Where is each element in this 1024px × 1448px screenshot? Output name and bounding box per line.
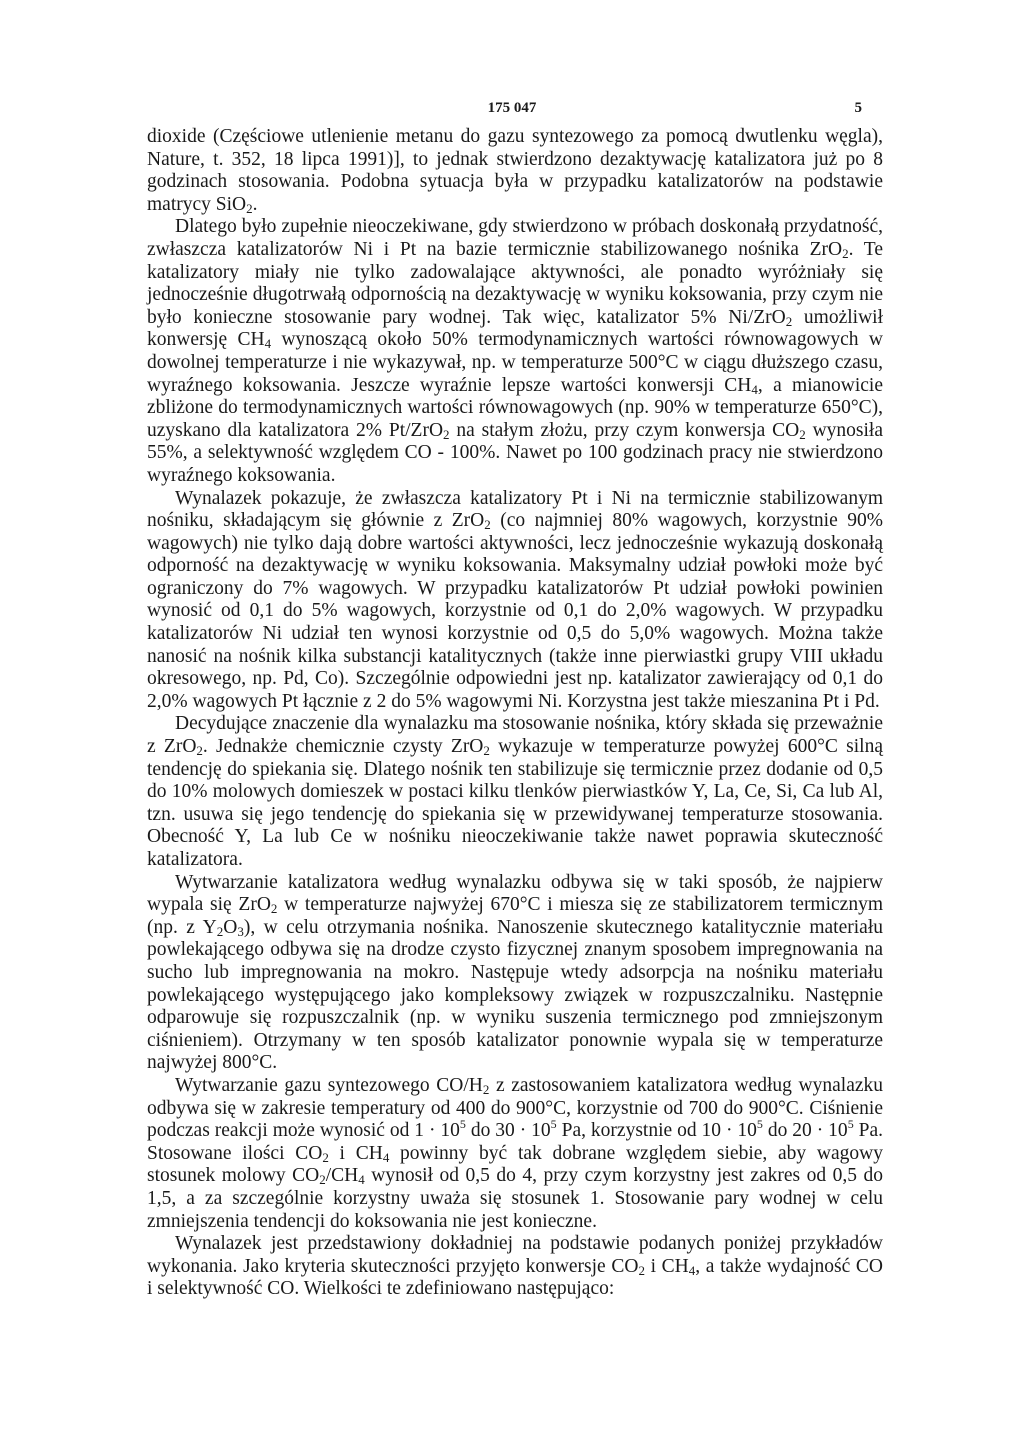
subscript: 2 bbox=[322, 1149, 329, 1165]
paragraph: Wynalazek jest przedstawiony dokładniej na podstawie podanych poniżej przykładów wykonania. Jako kryteria skuteczności przyjęto konwersje $CO_2$ i $CH_4$, a także wydajność CO i selektywność CO. Wielkości te zdefiniowano następująco: bbox=[147, 1233, 883, 1300]
subscript: 2 bbox=[246, 200, 253, 216]
subscript: 4 bbox=[358, 1172, 365, 1188]
subscript: 3 bbox=[237, 923, 244, 939]
subscript: 2 bbox=[196, 743, 203, 759]
superscript: 5 bbox=[550, 1117, 557, 1132]
subscript: 2 bbox=[443, 426, 450, 442]
subscript: 2 bbox=[270, 901, 278, 917]
paragraph: dioxide (Częściowe utlenienie metanu do gazu syntezowego za pomocą dwutlenku węgla), Nature, t. 352, 18 lipca 1991)], to jednak stwierdzono dezaktywację katalizatora już po 8 godzinach stosowania. Podobna sytuacja była w przypadku katalizatorów na podstawie matrycy SiO$_2$. bbox=[147, 126, 883, 216]
subscript: 4 bbox=[382, 1149, 390, 1165]
paragraph: Wynalazek pokazuje, że zwłaszcza katalizatory Pt i Ni na termicznie stabilizowanym nośniku, składającym się głównie z ZrO$_2$ (co najmniej 80% wagowych, korzystnie 90% wagowych) nie tylko dają dobre wartości aktywności, lecz jednocześnie wykazują doskonałą odporność na dezaktywację w wyniku koksowania. Maksymalny udział powłoki może być ograniczony do 7% wagowych. W przypadku katalizatorów Pt udział powłoki powinien wynosić od 0,1 do 5% wagowych, korzystnie od 0,1 do 2,0% wagowych. W przypadku katalizatorów Ni udział ten wynosi korzystnie od 0,5 do 5,0% wagowych. Można także nanosić na nośnik kilka substancji katalitycznych (także inne pierwiastki grupy VIII układu okresowego, np. Pd, Co). Szczególnie odpowiedni jest np. katalizator zawierający od 0,1 do 2,0% wagowych Pt łącznie z 2 do 5% wagowymi Ni. Korzystna jest także mieszanina Pt i Pd. bbox=[147, 487, 883, 712]
paragraph: Wytwarzanie katalizatora według wynalazku odbywa się w taki sposób, że najpierw wypala się ZrO$_2$ w temperaturze najwyżej 670°C i miesza się ze stabilizatorem termicznym (np. z $Y_2O_3$), w celu otrzymania nośnika. Nanoszenie skutecznego katalitycznie materiału powlekającego odbywa się na drodze czysto fizycznej znanym sposobem impregnowania na sucho lub impregnowania na mokro. Następuje wtedy adsorpcja na nośniku materiału powlekającego występującego jako kompleksowy związek w rozpuszczalniku. Następnie odparowuje się rozpuszczalnik (np. w wyniku suszenia termicznego pod zmniejszonym ciśnieniem). Otrzymany w ten sposób katalizator ponownie wypala się w temperaturze najwyżej 800°C. bbox=[147, 871, 883, 1074]
subscript: 4 bbox=[751, 381, 758, 397]
subscript: 4 bbox=[264, 336, 272, 352]
subscript: 2 bbox=[483, 743, 490, 759]
page-number: 5 bbox=[854, 100, 862, 116]
superscript: 5 bbox=[756, 1117, 763, 1132]
subscript: 2 bbox=[482, 1081, 490, 1097]
paragraph: Decydujące znaczenie dla wynalazku ma stosowanie nośnika, który składa się przeważnie z ZrO$_2$. Jednakże chemicznie czysty ZrO$_2$ wykazuje w temperaturze powyżej 600°C silną tendencję do spiekania się. Dlatego nośnik ten stabilizuje się termicznie przez dodanie od 0,5 do 10% molowych domieszek w postaci kilku tlenków pierwiastków Y, La, Ce, Si, Ca lub Al, tzn. usuwa się jego tendencję do spiekania się w przewidywanej temperaturze stosowania. Obecność Y, La lub Ce w nośniku nieoczekiwanie także nawet poprawia skuteczność katalizatora. bbox=[147, 713, 883, 870]
subscript: 2 bbox=[319, 1172, 326, 1188]
superscript: 5 bbox=[459, 1117, 466, 1132]
subscript: 2 bbox=[216, 923, 224, 939]
page-header bbox=[0, 100, 1024, 124]
subscript: 2 bbox=[638, 1262, 645, 1278]
superscript: 5 bbox=[847, 1117, 854, 1132]
subscript: 2 bbox=[484, 517, 491, 533]
patent-number: 175 047 bbox=[487, 100, 537, 116]
paragraph: Dlatego było zupełnie nieoczekiwane, gdy stwierdzono w próbach doskonałą przydatność, zwłaszcza katalizatorów Ni i Pt na bazie termicznie stabilizowanego nośnika ZrO$_2$. Te katalizatory miały nie tylko zadowalające aktywności, ale ponadto wyróżniały się jednocześnie długotrwałą odpornością na dezaktywację w wyniku koksowania, przy czym nie było konieczne stosowanie pary wodnej. Tak więc, katalizator 5% Ni/ZrO$_2$ umożliwił konwersję $CH_4$ wynoszącą około 50% termodynamicznych wartości równowagowych w dowolnej temperaturze i nie wykazywał, np. w temperaturze 500°C w ciągu dłuższego czasu, wyraźnego koksowania. Jeszcze wyraźnie lepsze wartości konwersji $CH_4$, a mianowicie zbliżone do termodynamicznych wartości równowagowych (np. 90% w temperaturze 650°C), uzyskano dla katalizatora 2% Pt/ZrO$_2$ na stałym złożu, przy czym konwersja $CO_2$ wynosiła 55%, a selektywność względem CO - 100%. Nawet po 100 godzinach pracy nie stwierdzono wyraźnego koksowania. bbox=[147, 216, 884, 486]
subscript: 2 bbox=[842, 245, 849, 261]
body-text bbox=[147, 126, 883, 1301]
subscript: 2 bbox=[799, 426, 806, 442]
subscript: 4 bbox=[688, 1262, 696, 1278]
subscript: 2 bbox=[785, 313, 793, 329]
paragraph: Wytwarzanie gazu syntezowego $CO/H_2$ z zastosowaniem katalizatora według wynalazku odbywa się w zakresie temperatury od 400 do 900°C, korzystnie od 700 do 900°C. Ciśnienie podczas reakcji może wynosić od $1 \cdot 10^5$ do $30 \cdot 10^5$ Pa, korzystnie od $10 \cdot 10^5$ do $20 \cdot 10^5$ Pa. Stosowane ilości $CO_2$ i $CH_4$ powinny być tak dobrane względem siebie, aby wagowy stosunek molowy $CO_2/CH_4$ wynosił od 0,5 do 4, przy czym korzystny jest zakres od 0,5 do 1,5, a za szczególnie korzystny uważa się stosunek 1. Stosowanie pary wodnej w celu zmniejszenia tendencji do koksowania nie jest konieczne. bbox=[147, 1074, 884, 1232]
